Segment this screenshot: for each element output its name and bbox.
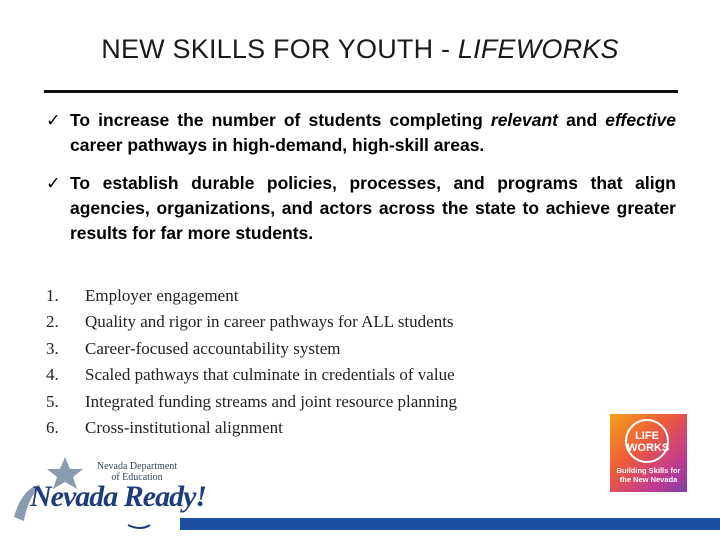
bottom-bar xyxy=(180,518,720,530)
nde-department-text: Nevada Department of Education xyxy=(96,461,178,483)
lifeworks-logo-subtitle: Building Skills for the New Nevada xyxy=(616,466,681,484)
list-item xyxy=(46,283,457,309)
goal-2 xyxy=(46,171,676,246)
list-text: Integrated funding streams and joint resource planning xyxy=(85,391,457,411)
check-icon: ✓ xyxy=(46,110,61,130)
check-icon: ✓ xyxy=(46,173,61,193)
title-divider xyxy=(44,90,678,93)
list-text: Employer engagement xyxy=(85,286,239,305)
list-number: 2. xyxy=(46,312,59,332)
goal-2-text: To establish durable policies, processes, and programs that align agencies, organizations, and actors across the state to achieve greater results for far more students. xyxy=(70,173,676,243)
list-number: 6. xyxy=(46,418,59,438)
title-italic: LIFEWORKS xyxy=(457,34,619,64)
goal-1-text: To increase the number of students completing relevant and effective career pathways in high-demand, high-skill areas. xyxy=(70,110,676,155)
list-number: 3. xyxy=(46,338,59,358)
list-text: Cross-institutional alignment xyxy=(85,418,283,438)
list-text: Quality and rigor in career pathways for ALL students xyxy=(85,312,454,332)
lifeworks-logo-circle: LIFE WORKS xyxy=(625,419,669,463)
list-number: 4. xyxy=(46,365,59,385)
list-item xyxy=(46,415,457,441)
list-item xyxy=(46,309,457,335)
list-number: 5. xyxy=(46,391,59,411)
slide-title xyxy=(0,34,720,65)
lifeworks-logo xyxy=(610,414,687,492)
list-number: 1. xyxy=(46,286,59,305)
list-item xyxy=(46,336,457,362)
list-text: Scaled pathways that culminate in credentials of value xyxy=(85,365,455,385)
nevada-ready-logo: Nevada Ready! xyxy=(30,480,207,513)
goal-1 xyxy=(46,108,676,158)
list-item xyxy=(46,389,457,415)
title-main: NEW SKILLS FOR YOUTH - xyxy=(101,34,458,64)
list-text: Career-focused accountability system xyxy=(85,338,341,358)
priority-list xyxy=(46,283,457,441)
list-item xyxy=(46,362,457,388)
